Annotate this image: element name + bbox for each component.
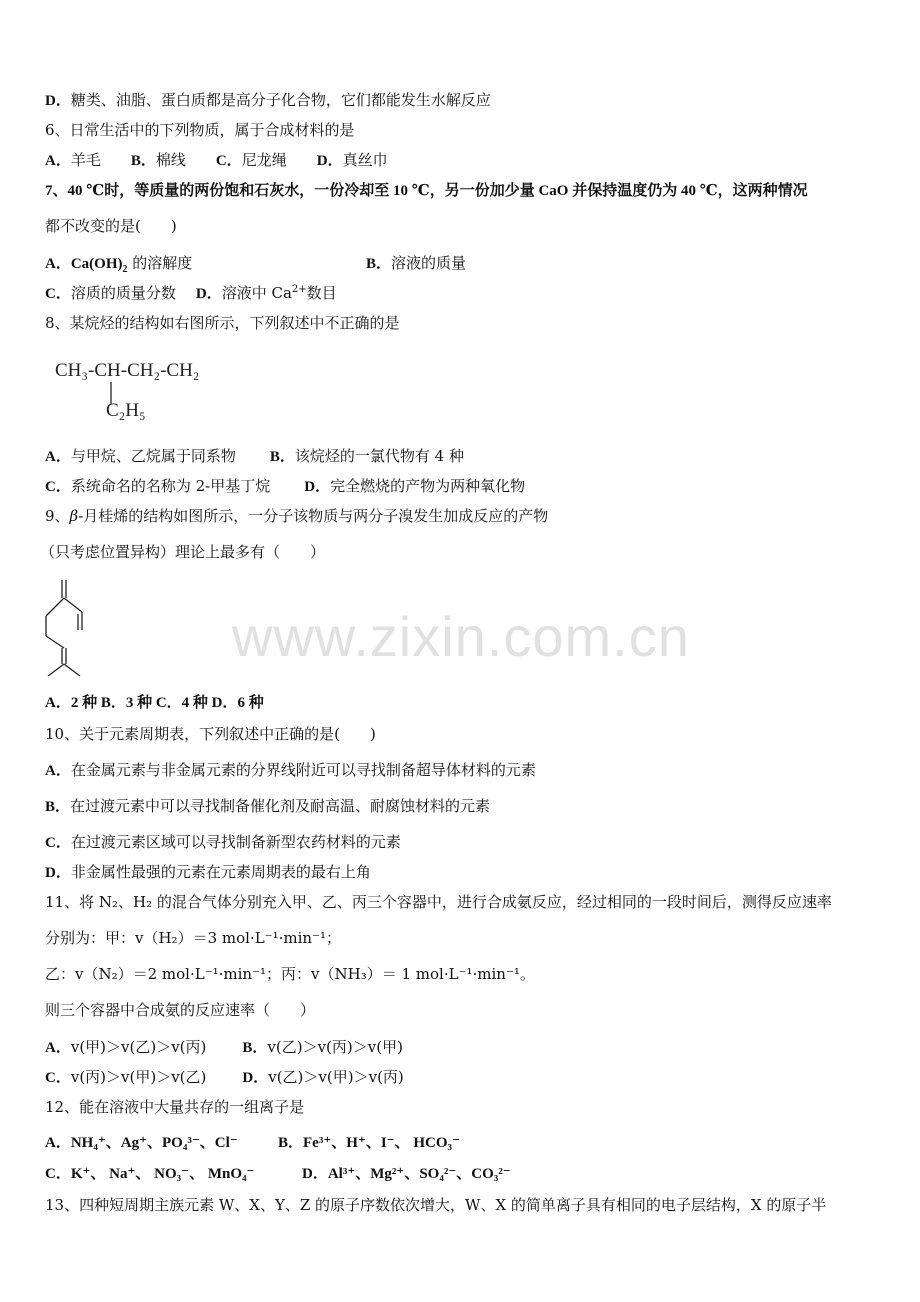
option-letter: D． xyxy=(45,865,71,881)
option-text: 溶质的质量分数 xyxy=(70,284,176,302)
option-text: 羊毛 xyxy=(70,151,101,169)
q9-stem-line2: （只考虑位置异构）理论上最多有（ ） xyxy=(40,543,326,561)
q8-options-cd xyxy=(45,476,525,497)
option-letter: B． xyxy=(45,799,71,815)
q10-stem: 10、关于元素周期表，下列叙述中正确的是( ) xyxy=(45,725,376,743)
q7-options-ab xyxy=(45,253,192,274)
q8-structural-formula-branch: C₂H₅ xyxy=(106,400,146,421)
q10-option-a xyxy=(45,760,536,781)
option-letter: B． xyxy=(130,153,156,169)
q11-stem-line4: 则三个容器中合成氨的反应速率（ ） xyxy=(45,1001,316,1019)
option-text: 在过渡元素中可以寻找制备催化剂及耐高温、耐腐蚀材料的元素 xyxy=(70,797,491,815)
q11-options-cd xyxy=(45,1067,404,1088)
option-letter: C． xyxy=(45,835,71,851)
option-letter: A． xyxy=(45,153,71,169)
option-text: 真丝巾 xyxy=(342,151,388,169)
option-text: 糖类、油脂、蛋白质都是高分子化合物，它们都能发生水解反应 xyxy=(70,91,491,109)
option-text: v(乙)＞v(丙)＞v(甲) xyxy=(267,1038,403,1056)
q7-options-cd xyxy=(45,283,337,304)
q8-stem: 8、某烷烃的结构如右图所示，下列叙述中不正确的是 xyxy=(45,314,400,332)
q10-option-b xyxy=(45,796,490,817)
option-text: 溶液的质量 xyxy=(391,254,467,272)
stem-text: -月桂烯的结构如图所示，一分子该物质与两分子溴发生加成反应的产物 xyxy=(78,507,549,525)
q8-structural-formula-main: CH₃-CH-CH₂-CH₂ xyxy=(55,360,200,381)
option-text: v(丙)＞v(甲)＞v(乙) xyxy=(70,1068,207,1086)
option-text: 与甲烷、乙烷属于同系物 xyxy=(70,447,236,465)
option-letter: C． xyxy=(45,286,71,302)
subscript: 2 xyxy=(122,264,128,275)
q6-stem: 6、日常生活中的下列物质，属于合成材料的是 xyxy=(45,121,355,139)
option-letter: D． xyxy=(45,93,71,109)
q7-stem-line2: 都不改变的是( ) xyxy=(45,217,177,235)
option-text: 在过渡元素区域可以寻找制备新型农药材料的元素 xyxy=(70,833,401,851)
option-text: 完全燃烧的产物为两种氧化物 xyxy=(330,477,526,495)
watermark: www.zixin.com.cn xyxy=(232,605,690,668)
option-letter: B． xyxy=(366,256,392,272)
beta-symbol: β xyxy=(69,507,79,525)
q7-stem-line1: 7、40 ℃时，等质量的两份饱和石灰水，一份冷却至 10 ℃，另一份加少量 CaO 并保持温度仍为 40 ℃，这两种情况 xyxy=(45,183,808,199)
option-text: 在金属元素与非金属元素的分界线附近可以寻找制备超导体材料的元素 xyxy=(70,761,536,779)
option-text: 系统命名的名称为 2-甲基丁烷 xyxy=(70,477,271,495)
option-text: 棉线 xyxy=(155,151,186,169)
option-letter: B． xyxy=(269,449,295,465)
option-text: 的溶解度 xyxy=(127,254,193,272)
option-letter: A． xyxy=(45,1040,71,1056)
option-text: 非金属性最强的元素在元素周期表的最右上角 xyxy=(70,863,371,881)
q12-option-a: A．NH₄⁺、Ag⁺、PO₄³⁻、Cl⁻ xyxy=(45,1135,238,1151)
q12-option-d: D．Al³⁺、Mg²⁺、SO₄²⁻、CO₃²⁻ xyxy=(302,1166,511,1182)
q11-stem-line1: 11、将 N₂、H₂ 的混合气体分别充入甲、乙、丙三个容器中，进行合成氨反应，经过相同的一段时间后，测得反应速率 xyxy=(45,893,832,911)
q9-myrcene-structure xyxy=(40,576,100,680)
option-letter: D． xyxy=(316,153,343,169)
q11-options-ab xyxy=(45,1037,403,1058)
option-letter: B． xyxy=(242,1040,268,1056)
option-text: 溶液中 Ca xyxy=(221,284,292,302)
option-letter: C． xyxy=(45,479,71,495)
q6-options xyxy=(45,150,388,171)
option-text: 该烷烃的一氯代物有 4 种 xyxy=(294,447,464,465)
q12-option-c: C．K⁺、 Na⁺、 NO₃⁻、 MnO₄⁻ xyxy=(45,1166,255,1182)
q13-stem-line1: 13、四种短周期主族元素 W、X、Y、Z 的原子序数依次增大，W、X 的简单离子具有相同的电子层结构，X 的原子半 xyxy=(45,1196,827,1214)
q10-option-c xyxy=(45,832,401,853)
option-letter: A． xyxy=(45,449,71,465)
option-letter: D． xyxy=(242,1070,269,1086)
option-letter: C． xyxy=(45,1070,71,1086)
option-text: v(甲)＞v(乙)＞v(丙) xyxy=(70,1038,207,1056)
question-number: 9、 xyxy=(45,507,70,525)
option-text: v(乙)＞v(甲)＞v(丙) xyxy=(268,1068,404,1086)
q12-stem: 12、能在溶液中大量共存的一组离子是 xyxy=(45,1098,305,1116)
q12-option-b: B．Fe³⁺、H⁺、I⁻、 HCO₃⁻ xyxy=(278,1135,460,1151)
q5-option-d xyxy=(45,90,491,111)
option-letter: C． xyxy=(215,153,242,169)
q10-option-d xyxy=(45,862,371,883)
option-letter: A． xyxy=(45,763,71,779)
option-letter: D． xyxy=(195,286,222,302)
option-letter: A． xyxy=(45,256,71,272)
q7-option-b xyxy=(366,253,466,274)
option-text: 数目 xyxy=(306,284,337,302)
q9-stem-line1 xyxy=(45,506,548,526)
q8-options-ab xyxy=(45,446,464,467)
option-text: 尼龙绳 xyxy=(241,151,287,169)
superscript: 2+ xyxy=(291,284,307,295)
option-text: Ca(OH) xyxy=(70,256,123,272)
q9-options: A．2 种 B．3 种 C．4 种 D．6 种 xyxy=(45,695,264,711)
option-letter: D． xyxy=(304,479,331,495)
q11-stem-line2: 分别为：甲：v（H₂）＝3 mol·L⁻¹·min⁻¹； xyxy=(45,929,341,947)
q11-stem-line3: 乙：v（N₂）＝2 mol·L⁻¹·min⁻¹；丙：v（NH₃）＝ 1 mol·L⁻¹·min⁻¹。 xyxy=(45,965,535,983)
